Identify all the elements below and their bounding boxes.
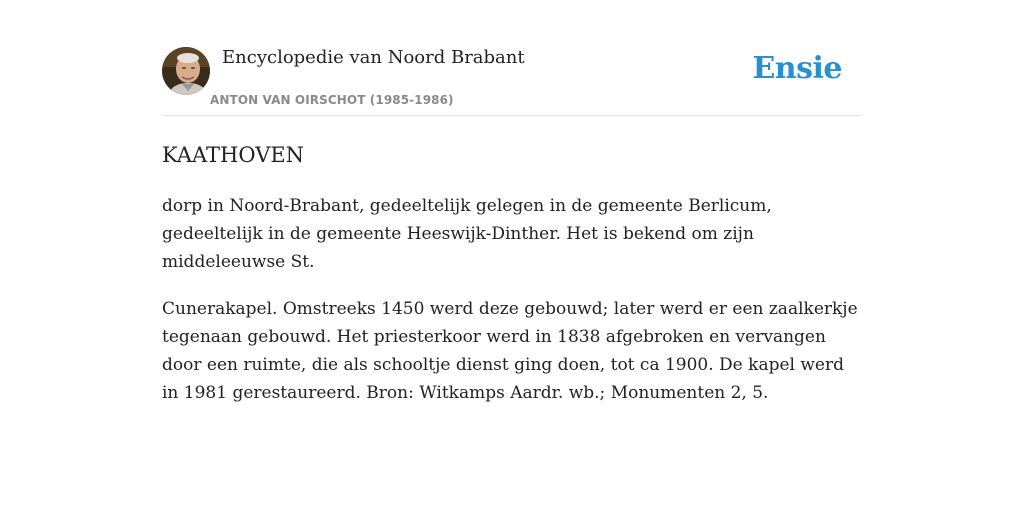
ensie-logo[interactable]: Ensie xyxy=(752,51,842,86)
article xyxy=(162,140,862,407)
author-avatar[interactable] xyxy=(162,47,210,95)
author-portrait-image xyxy=(162,47,210,95)
source-title[interactable]: Encyclopedie van Noord Brabant xyxy=(222,47,525,68)
article-paragraph: Cunerakapel. Omstreeks 1450 werd deze gebouwd; later werd er een zaalkerkje tegenaan gebouwd. Het priesterkoor werd in 1838 afgebroken en vervangen door een ruimte, die als schooltje dienst ging doen, tot ca 1900. De kapel werd in 1981 gerestaureerd. Bron: Witkamps Aardr. wb.; Monumenten 2, 5. xyxy=(162,299,858,403)
article-paragraph: dorp in Noord-Brabant, gedeeltelijk gelegen in de gemeente Berlicum, gedeeltelijk in de gemeente Heeswijk-Dinther. Het is bekend om zijn middeleeuwse St. xyxy=(162,196,772,272)
entry-title: KAATHOVEN xyxy=(162,143,305,167)
source-header xyxy=(162,46,862,116)
author-name[interactable]: ANTON VAN OIRSCHOT (1985-1986) xyxy=(210,93,454,107)
